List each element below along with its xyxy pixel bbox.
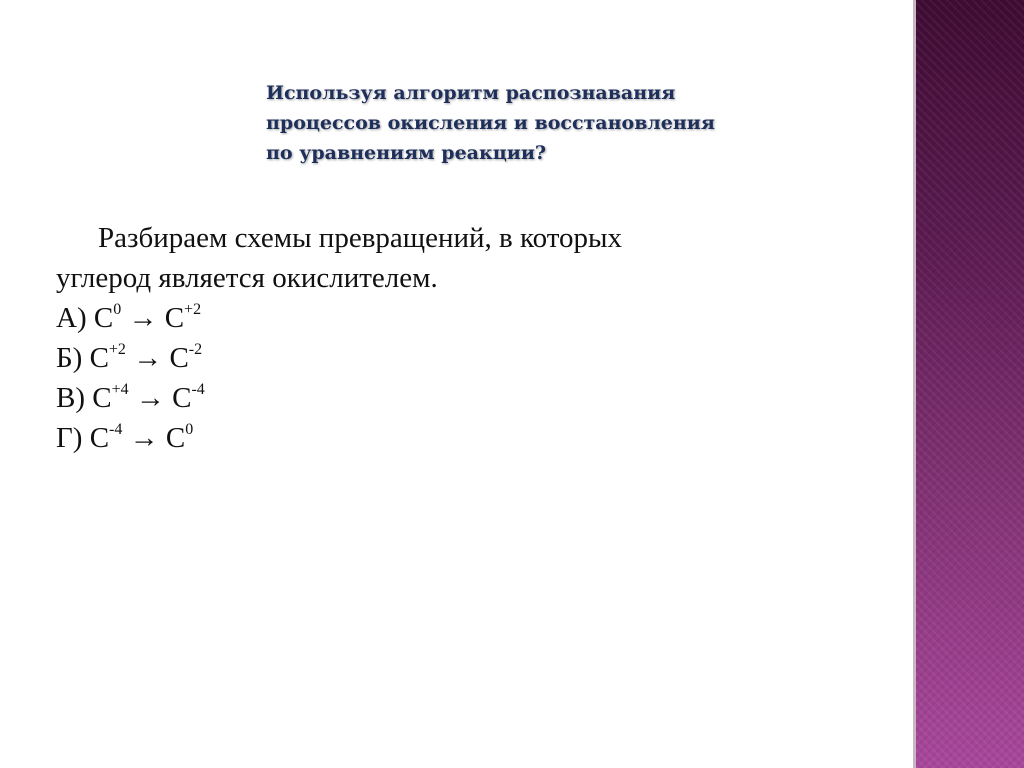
element-symbol: C: [164, 302, 185, 334]
oxidation-state: +2: [108, 341, 126, 358]
paragraph-line: Разбираем схемы превращений, в которых: [98, 222, 622, 254]
element-symbol: C: [89, 422, 110, 454]
equation-d: [56, 418, 876, 458]
equation-label: В): [56, 382, 93, 414]
element-symbol: C: [92, 382, 112, 414]
element-symbol: C: [169, 342, 189, 374]
title-line: по уравнениям реакции?: [266, 142, 547, 164]
paragraph-line: углерод является окислителем.: [56, 262, 438, 294]
element-symbol: C: [89, 342, 109, 374]
element-symbol: C: [93, 302, 114, 334]
slide-body: [56, 218, 876, 458]
oxidation-state: 0: [185, 421, 194, 438]
element-symbol: C: [172, 382, 192, 414]
equation-label: Б): [56, 342, 90, 374]
arrow: →: [122, 422, 166, 454]
title-line: процессов окисления и восстановления: [266, 112, 715, 134]
equation-c: [56, 378, 876, 418]
arrow: →: [125, 342, 170, 374]
equation-b: [56, 338, 876, 378]
arrow: →: [128, 382, 173, 414]
oxidation-state: 0: [113, 301, 122, 318]
oxidation-state: -4: [109, 421, 123, 438]
oxidation-state: +2: [184, 301, 202, 318]
arrow: →: [121, 302, 165, 334]
equation-label: Г): [56, 422, 90, 454]
oxidation-state: +4: [111, 381, 129, 398]
equation-a: [56, 298, 876, 338]
title-line: Используя алгоритм распознавания: [266, 82, 676, 104]
decorative-side-band: [913, 0, 1024, 768]
oxidation-state: -2: [188, 341, 203, 358]
oxidation-state: -4: [191, 381, 205, 398]
slide-title: [266, 78, 806, 168]
element-symbol: C: [165, 422, 186, 454]
equation-label: А): [56, 302, 94, 334]
